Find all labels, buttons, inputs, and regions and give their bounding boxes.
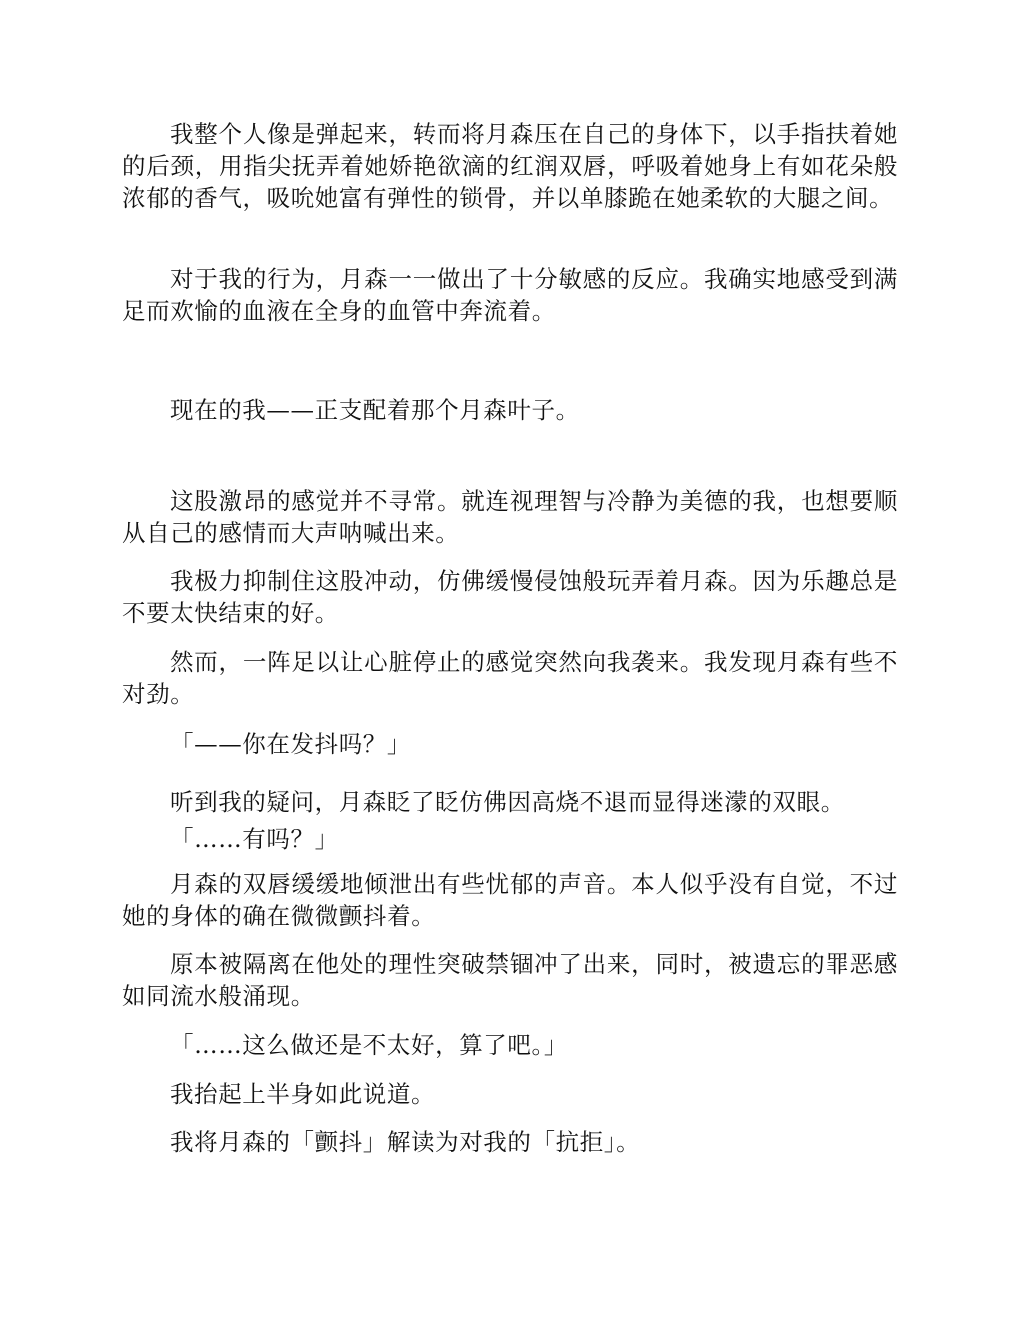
paragraph-7: 听到我的疑问，月森眨了眨仿佛因高烧不退而显得迷濛的双眼。 <box>170 788 845 816</box>
paragraph-5: 我极力抑制住这股冲动，仿佛缓慢侵蚀般玩弄着月森。因为乐趣总是不要太快结束的好。 <box>122 567 898 627</box>
dialogue-line-1: 「——你在发抖吗？」 <box>170 730 411 758</box>
dialogue-line-3: 「……这么做还是不太好，算了吧。」 <box>170 1031 568 1059</box>
paragraph-11: 我将月森的「颤抖」解读为对我的「抗拒」。 <box>170 1128 641 1156</box>
paragraph-10: 我抬起上半身如此说道。 <box>170 1080 436 1108</box>
paragraph-9: 原本被隔离在他处的理性突破禁锢冲了出来，同时，被遗忘的罪恶感如同流水般涌现。 <box>122 950 898 1010</box>
paragraph-1: 我整个人像是弹起来，转而将月森压在自己的身体下，以手指扶着她的后颈，用指尖抚弄着她娇艳欲滴的红润双唇，呼吸着她身上有如花朵般浓郁的香气，吸吮她富有弹性的锁骨，并以单膝跪在她柔软的大腿之间。 <box>122 120 898 212</box>
paragraph-2: 对于我的行为，月森一一做出了十分敏感的反应。我确实地感受到满足而欢愉的血液在全身的血管中奔流着。 <box>122 265 898 325</box>
dialogue-line-2: 「……有吗？」 <box>170 825 339 853</box>
paragraph-4: 这股激昂的感觉并不寻常。就连视理智与冷静为美德的我，也想要顺从自己的感情而大声呐喊出来。 <box>122 487 898 547</box>
paragraph-8: 月森的双唇缓缓地倾泄出有些忧郁的声音。本人似乎没有自觉，不过她的身体的确在微微颤抖着。 <box>122 870 898 930</box>
paragraph-3: 现在的我——正支配着那个月森叶子。 <box>170 396 580 424</box>
paragraph-6: 然而，一阵足以让心脏停止的感觉突然向我袭来。我发现月森有些不对劲。 <box>122 648 898 708</box>
